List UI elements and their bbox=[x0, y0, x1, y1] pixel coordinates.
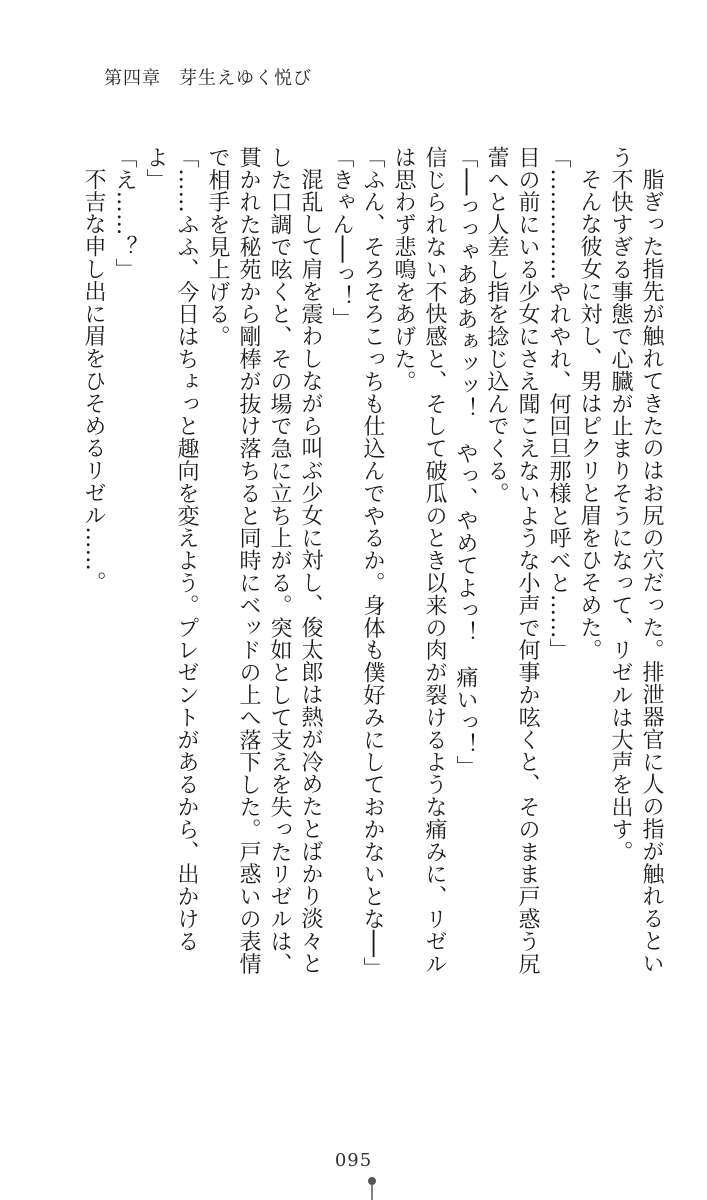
paragraph: 「……………やれやれ、何回旦那様と呼べと……」 bbox=[546, 146, 571, 662]
page-number: 095 bbox=[334, 1150, 373, 1171]
body-text bbox=[81, 146, 667, 980]
paragraph: 目の前にいる少女にさえ聞こえないような小声で何事か呟くと、そのまま戸惑う尻蕾へと人差し指を捻じ込んでくる。 bbox=[484, 146, 540, 975]
chapter-title: 芽生えゆく悦び bbox=[179, 68, 312, 89]
paragraph: 「──っっゃあああぁッッ！ やっ、やめてよっ！ 痛いっ！」 bbox=[453, 146, 478, 779]
paragraph: 脂ぎった指先が触れてきたのはお尻の穴だった。排泄器官に人の指が触れるという不快すぎる事態で心臓が止まりそうになって、リゼルは大声を出す。 bbox=[608, 146, 664, 975]
paragraph: 「ふん、そろそろこっちも仕込んでやるか。身体も僕好みにしておかないとな──」 bbox=[360, 146, 385, 980]
paragraph: 「……ふふ、今日はちょっと趣向を変えよう。プレゼントがあるから、出かけるよ」 bbox=[143, 146, 199, 953]
chapter-label: 第四章 bbox=[104, 68, 161, 89]
paragraph: 不吉な申し出に眉をひそめるリゼル……。 bbox=[81, 168, 106, 594]
paragraph: 混乱して肩を震わしながら叫ぶ少女に対し、俊太郎は熱が冷めたとばかり淡々とした口調で呟くと、その場で急に立ち上がる。突如として支えを失ったリゼルは、貫かれた秘苑から剛棒が抜け落ちると同時にベッドの上へ落下した。戸惑いの表情で相手を見上げる。 bbox=[205, 146, 323, 975]
paragraph: 「きゃん──っ！」 bbox=[329, 146, 354, 331]
paragraph: 信じられない不快感と、そして破瓜のとき以来の肉が裂けるような痛みに、リゼルは思わず悲鳴をあげた。 bbox=[391, 146, 447, 975]
page-marker-icon bbox=[366, 1176, 378, 1200]
paragraph: 「え……？」 bbox=[112, 146, 137, 281]
running-head bbox=[104, 64, 312, 90]
paragraph: そんな彼女に対し、男はピクリと眉をひそめた。 bbox=[577, 168, 602, 661]
